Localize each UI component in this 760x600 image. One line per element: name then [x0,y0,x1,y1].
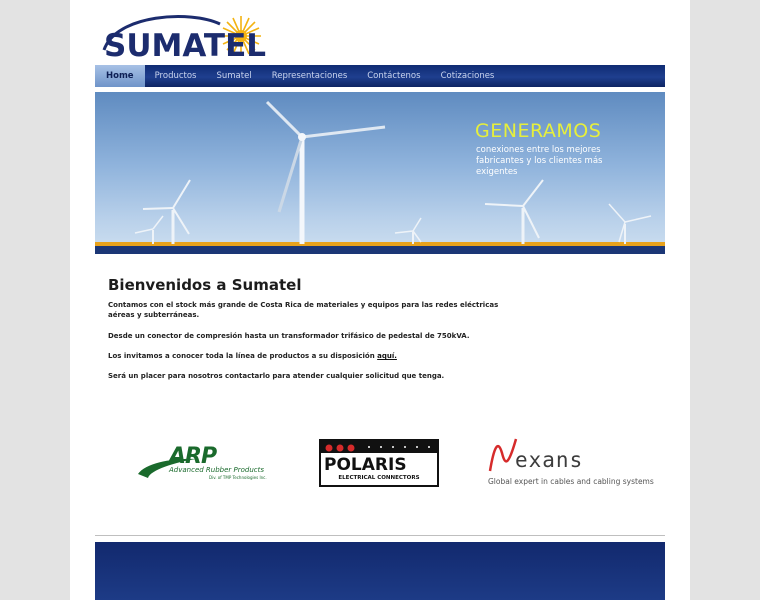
nav-cotizaciones[interactable]: Cotizaciones [440,71,495,81]
page-container [70,0,690,600]
arp-subline: Div. of TMP Technologies Inc. [209,475,267,480]
intro-line: Contamos con el stock más grande de Costa Rica de materiales y equipos para las redes eléctricas [108,301,499,309]
polaris-tagline: ELECTRICAL CONNECTORS [338,475,420,481]
arp-tagline: Advanced Rubber Products [169,466,265,474]
invite-paragraph [108,351,397,361]
nexans-n-icon [488,437,518,473]
banner-subtitle-line: fabricantes y los clientes más [476,156,603,166]
nav-contactenos[interactable]: Contáctenos [367,71,421,81]
footer-bar [95,542,665,600]
banner-title: GENERAMOS [475,120,602,142]
page-title: Bienvenidos a Sumatel [108,276,302,294]
footer-divider [95,535,665,536]
banner-subtitle-line: exigentes [476,167,518,177]
nav-sumatel[interactable]: Sumatel [216,71,252,81]
products-link[interactable]: aquí. [377,352,397,360]
nav-home[interactable]: Home [95,65,145,87]
intro-paragraph [108,300,498,320]
nav-productos[interactable]: Productos [154,71,197,81]
nav-representaciones[interactable]: Representaciones [271,71,348,81]
arp-name: ARP [169,444,217,469]
polaris-name: POLARIS [324,455,407,475]
products-paragraph: Desde un conector de compresión hasta un transformador trifásico de pedestal de 750kVA. [108,332,470,340]
contact-paragraph: Será un placer para nosotros contactarlo para atender cualquier solicitud que tenga. [108,372,445,380]
nexans-logo[interactable] [488,437,653,491]
polaris-dots-icon [321,441,437,455]
hero-banner [95,92,665,254]
arp-logo[interactable] [136,444,266,484]
polaris-logo[interactable] [319,439,439,487]
logo-wordmark: SUMATEL [104,28,267,64]
intro-line: aéreas y subterráneas. [108,311,200,319]
nexans-tagline: Global expert in cables and cabling systems [488,477,654,486]
main-nav [95,65,665,87]
invite-text: Los invitamos a conocer toda la línea de productos a su disposición [108,352,378,360]
sumatel-logo[interactable] [96,6,276,64]
banner-subtitle [476,145,651,178]
banner-subtitle-line: conexiones entre los mejores [476,145,601,155]
nexans-name: exans [515,448,584,472]
